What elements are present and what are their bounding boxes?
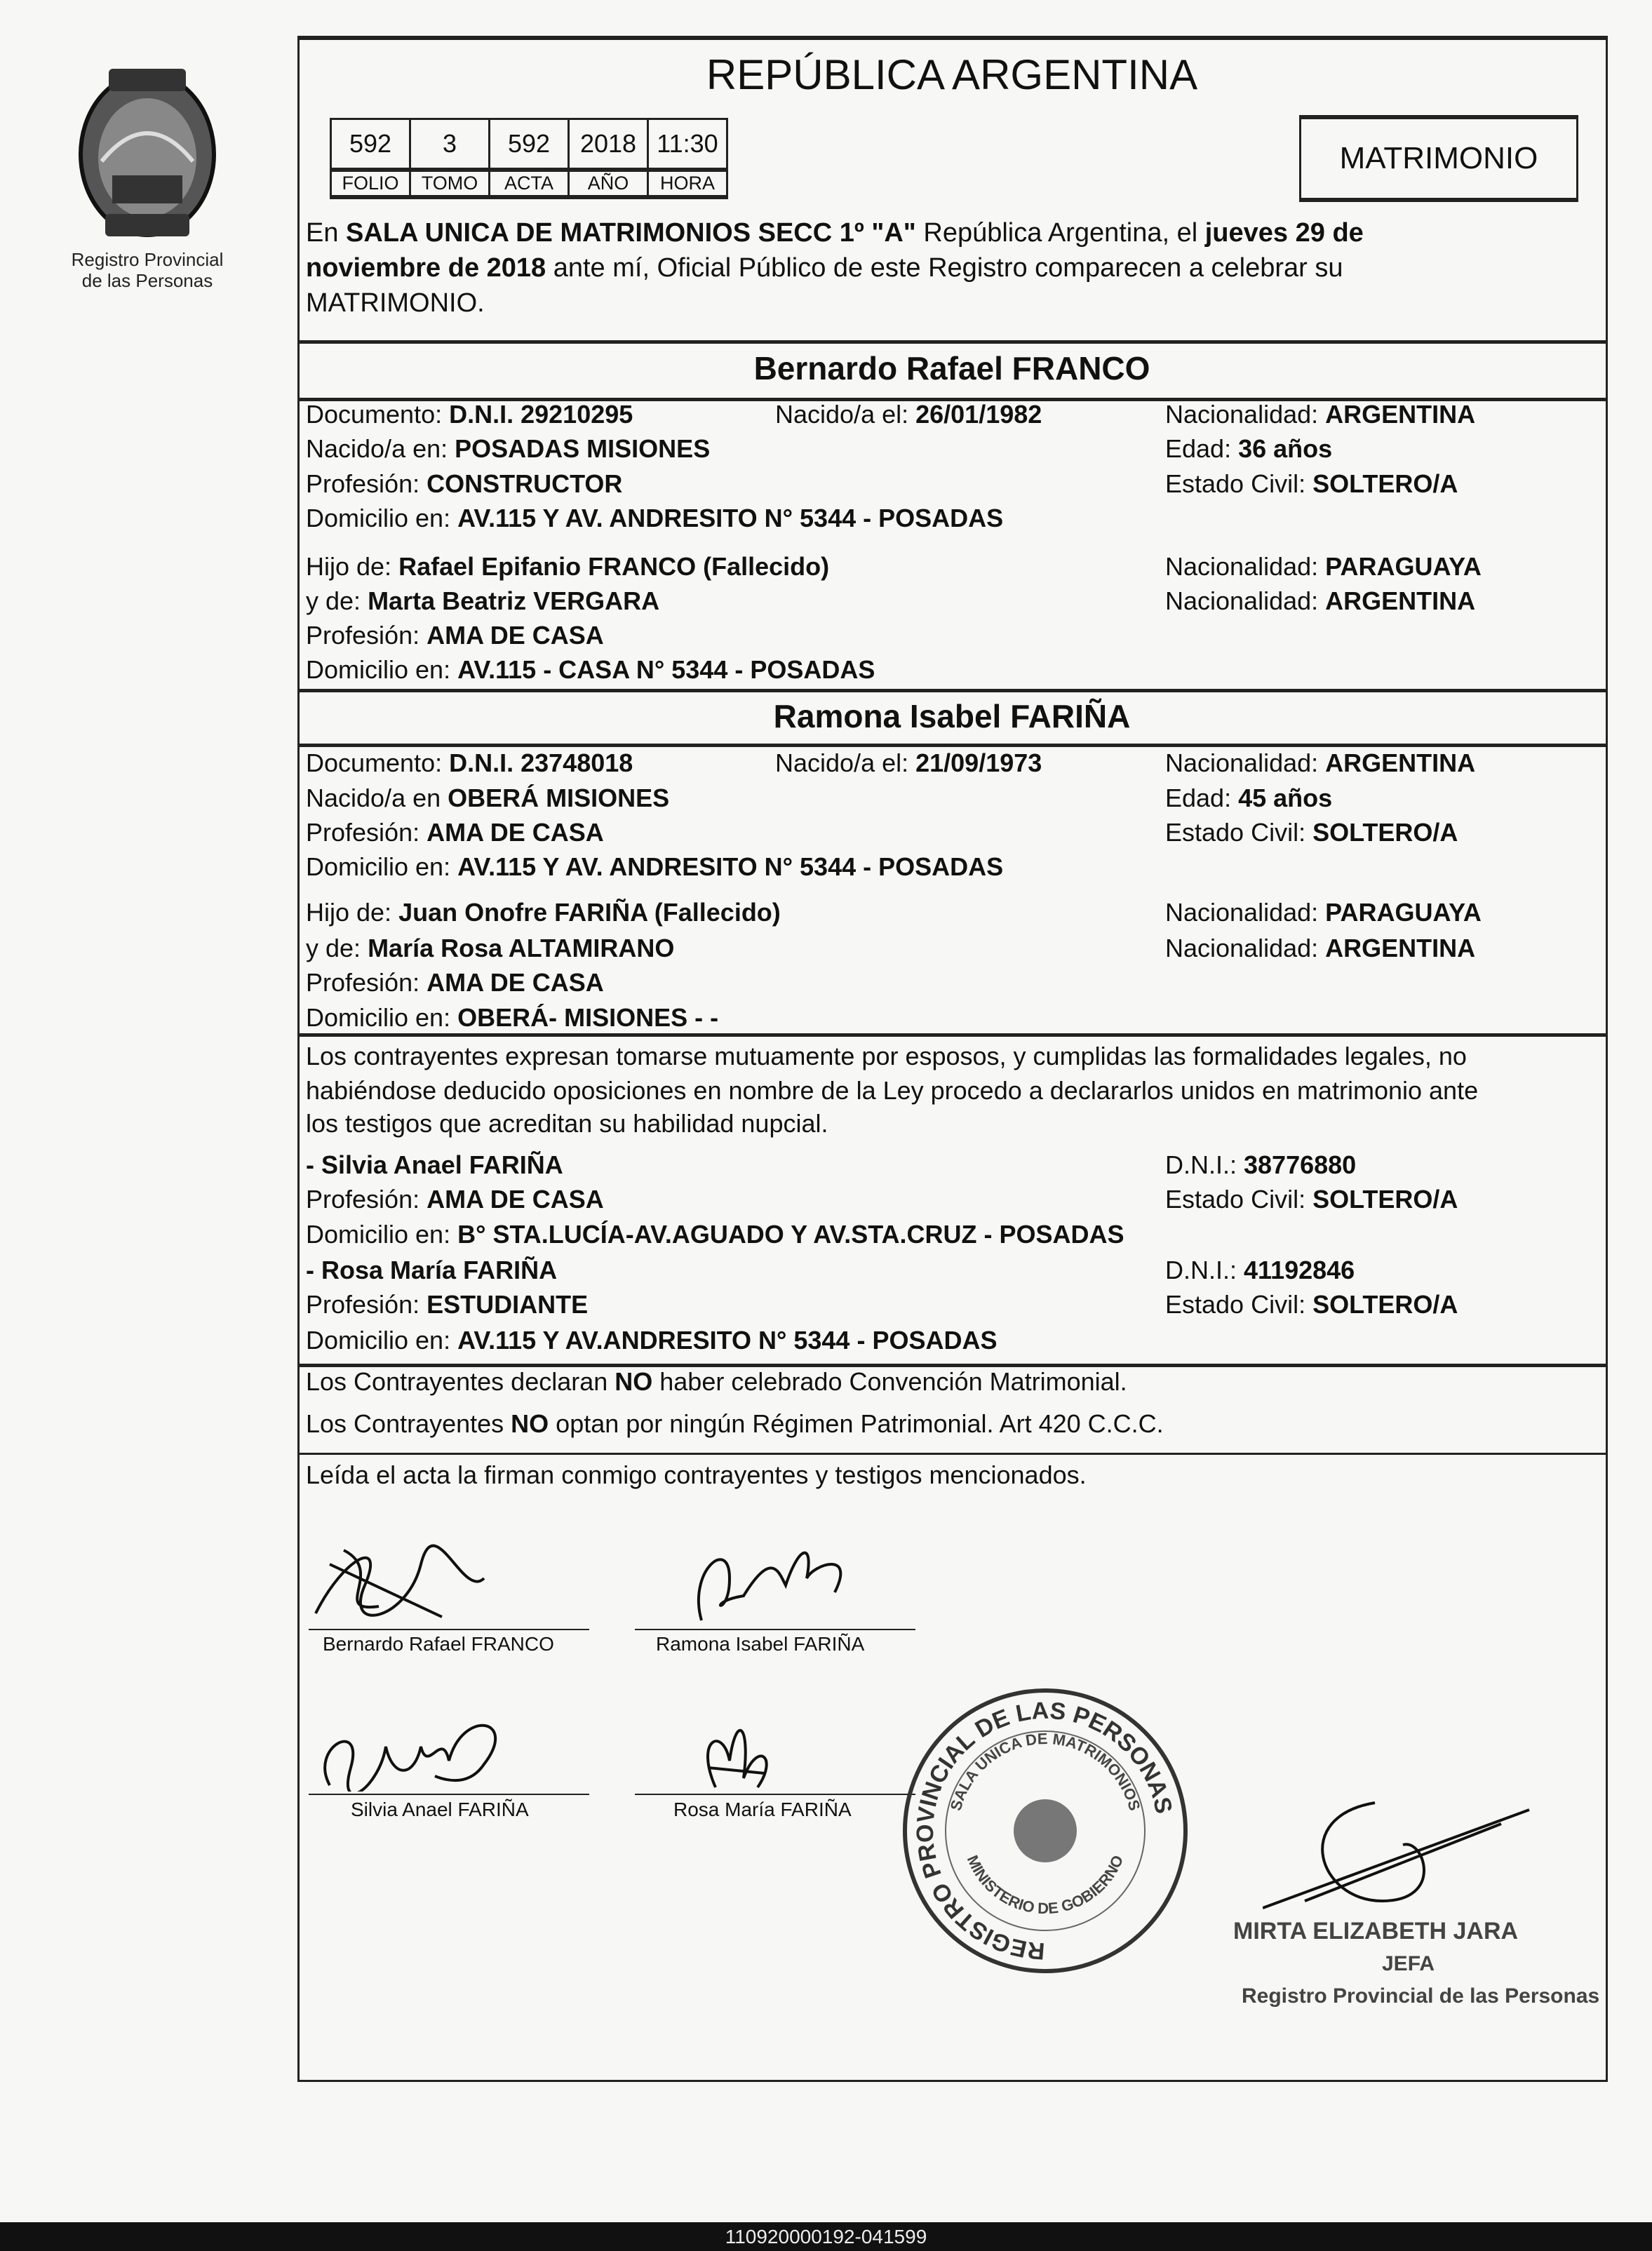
bride-mother-address: Domicilio en: OBERÁ- MISIONES - - <box>306 1003 719 1032</box>
divider <box>297 340 1606 344</box>
intro-line-3: MATRIMONIO. <box>306 288 485 318</box>
official-role: JEFA <box>1382 1952 1435 1975</box>
witness-1-signature <box>309 1698 561 1792</box>
bride-signature <box>673 1529 884 1626</box>
intro-line-1: En SALA UNICA DE MATRIMONIOS SECC 1º "A" República Argentina, el jueves 29 de <box>306 218 1364 248</box>
groom-address: Domicilio en: AV.115 Y AV. ANDRESITO N° 5344 - POSADAS <box>306 504 1004 532</box>
witness-2-signature-label: Rosa María FARIÑA <box>673 1799 852 1820</box>
groom-mother-address: Domicilio en: AV.115 - CASA N° 5344 - POSADAS <box>306 655 875 684</box>
official-office: Registro Provincial de las Personas <box>1242 1984 1600 2008</box>
signature-line <box>635 1629 915 1630</box>
groom-signature <box>302 1529 596 1626</box>
witness-2-civil-status: Estado Civil: SOLTERO/A <box>1165 1290 1458 1319</box>
witness-1-dni: D.N.I.: 38776880 <box>1165 1150 1357 1179</box>
declaration-line-1: Los contrayentes expresan tomarse mutuamente por esposos, y cumplidas las formalidades legales, no <box>306 1042 1467 1070</box>
hora-label: HORA <box>648 170 727 197</box>
official-signature <box>1263 1796 1543 1912</box>
bride-mother-profession: Profesión: AMA DE CASA <box>306 968 604 997</box>
groom-father-nationality: Nacionalidad: PARAGUAYA <box>1165 552 1482 581</box>
bride-signature-label: Ramona Isabel FARIÑA <box>656 1633 865 1655</box>
bride-name: Ramona Isabel FARIÑA <box>773 698 1131 734</box>
witness-1-civil-status: Estado Civil: SOLTERO/A <box>1165 1185 1458 1214</box>
groom-nationality: Nacionalidad: ARGENTINA <box>1165 400 1476 429</box>
divider <box>297 1033 1606 1037</box>
official-stamp <box>898 1684 1193 1978</box>
intro-line-2: noviembre de 2018 ante mí, Oficial Público de este Registro comparecen a celebrar su <box>306 253 1343 283</box>
bride-father: Hijo de: Juan Onofre FARIÑA (Fallecido) <box>306 898 781 927</box>
regime-statement: Los Contrayentes NO optan por ningún Régimen Patrimonial. Art 420 C.C.C. <box>306 1409 1164 1438</box>
witness-1-profession: Profesión: AMA DE CASA <box>306 1185 604 1214</box>
barcode-footer: 110920000192-041599 <box>0 2222 1652 2251</box>
acta-value: 592 <box>490 119 569 170</box>
groom-father: Hijo de: Rafael Epifanio FRANCO (Fallecido) <box>306 552 830 581</box>
bride-birthdate: Nacido/a el: 21/09/1973 <box>775 748 1042 777</box>
declaration-line-2: habiéndose deducido oposiciones en nombre de la Ley procedo a declararlos unidos en matrimonio ante <box>306 1076 1479 1105</box>
logo-caption-2: de las Personas <box>81 270 213 291</box>
official-name: MIRTA ELIZABETH JARA <box>1233 1918 1519 1944</box>
bride-birthplace: Nacido/a en OBERÁ MISIONES <box>306 784 670 812</box>
groom-age: Edad: 36 años <box>1165 434 1333 463</box>
tomo-label: TOMO <box>410 170 490 197</box>
registry-logo <box>51 63 244 291</box>
declaration-line-3: los testigos que acreditan su habilidad nupcial. <box>306 1109 828 1138</box>
acta-label: ACTA <box>490 170 569 197</box>
bride-mother-nationality: Nacionalidad: ARGENTINA <box>1165 934 1476 962</box>
bride-address: Domicilio en: AV.115 Y AV. ANDRESITO N° 5344 - POSADAS <box>306 852 1004 881</box>
witness-2-profession: Profesión: ESTUDIANTE <box>306 1290 589 1319</box>
folio-value: 592 <box>331 119 410 170</box>
hora-value: 11:30 <box>648 119 727 170</box>
groom-birthdate: Nacido/a el: 26/01/1982 <box>775 400 1042 429</box>
groom-mother-profession: Profesión: AMA DE CASA <box>306 621 604 650</box>
registry-reference-table <box>330 118 728 199</box>
stamp-outer-text: REGISTRO PROVINCIAL DE LAS PERSONAS <box>911 1697 1178 1965</box>
bride-mother: y de: María Rosa ALTAMIRANO <box>306 934 675 962</box>
tomo-value: 3 <box>410 119 490 170</box>
stamp-inner-text: SALA UNICA DE MATRIMONIOS <box>946 1729 1144 1813</box>
bride-father-nationality: Nacionalidad: PARAGUAYA <box>1165 898 1482 927</box>
witness-2-dni: D.N.I.: 41192846 <box>1165 1256 1355 1284</box>
stamp-bottom-text: MINISTERIO DE GOBIERNO <box>963 1853 1127 1918</box>
witness-1-signature-label: Silvia Anael FARIÑA <box>351 1799 529 1820</box>
closing-statement: Leída el acta la firman conmigo contrayentes y testigos mencionados. <box>306 1460 1087 1489</box>
convention-statement: Los Contrayentes declaran NO haber celebrado Convención Matrimonial. <box>306 1367 1127 1396</box>
divider <box>297 744 1606 747</box>
witness-2-name: - Rosa María FARIÑA <box>306 1256 558 1284</box>
province-seal-icon <box>70 63 224 246</box>
groom-profession: Profesión: CONSTRUCTOR <box>306 469 623 498</box>
groom-mother: y de: Marta Beatriz VERGARA <box>306 586 660 615</box>
record-type-box: MATRIMONIO <box>1299 115 1578 202</box>
signature-line <box>309 1629 589 1630</box>
bride-civil-status: Estado Civil: SOLTERO/A <box>1165 818 1458 847</box>
folio-label: FOLIO <box>331 170 410 197</box>
groom-documento: Documento: D.N.I. 29210295 <box>306 400 633 429</box>
bride-age: Edad: 45 años <box>1165 784 1333 812</box>
groom-name: Bernardo Rafael FRANCO <box>753 350 1150 387</box>
bride-nationality: Nacionalidad: ARGENTINA <box>1165 748 1476 777</box>
groom-birthplace: Nacido/a en: POSADAS MISIONES <box>306 434 711 463</box>
witness-2-signature <box>673 1698 814 1792</box>
bride-documento: Documento: D.N.I. 23748018 <box>306 748 633 777</box>
anio-label: AÑO <box>569 170 648 197</box>
logo-caption-1: Registro Provincial <box>71 249 224 270</box>
signature-line <box>309 1794 589 1795</box>
document-title: REPÚBLICA ARGENTINA <box>706 51 1198 98</box>
witness-2-address: Domicilio en: AV.115 Y AV.ANDRESITO N° 5344 - POSADAS <box>306 1326 998 1355</box>
groom-signature-label: Bernardo Rafael FRANCO <box>323 1633 554 1655</box>
divider <box>297 1453 1606 1455</box>
witness-1-address: Domicilio en: B° STA.LUCÍA-AV.AGUADO Y AV.STA.CRUZ - POSADAS <box>306 1220 1124 1249</box>
groom-civil-status: Estado Civil: SOLTERO/A <box>1165 469 1458 498</box>
divider <box>297 689 1606 692</box>
anio-value: 2018 <box>569 119 648 170</box>
signature-line <box>635 1794 915 1795</box>
bride-profession: Profesión: AMA DE CASA <box>306 818 604 847</box>
groom-mother-nationality: Nacionalidad: ARGENTINA <box>1165 586 1476 615</box>
witness-1-name: - Silvia Anael FARIÑA <box>306 1150 563 1179</box>
